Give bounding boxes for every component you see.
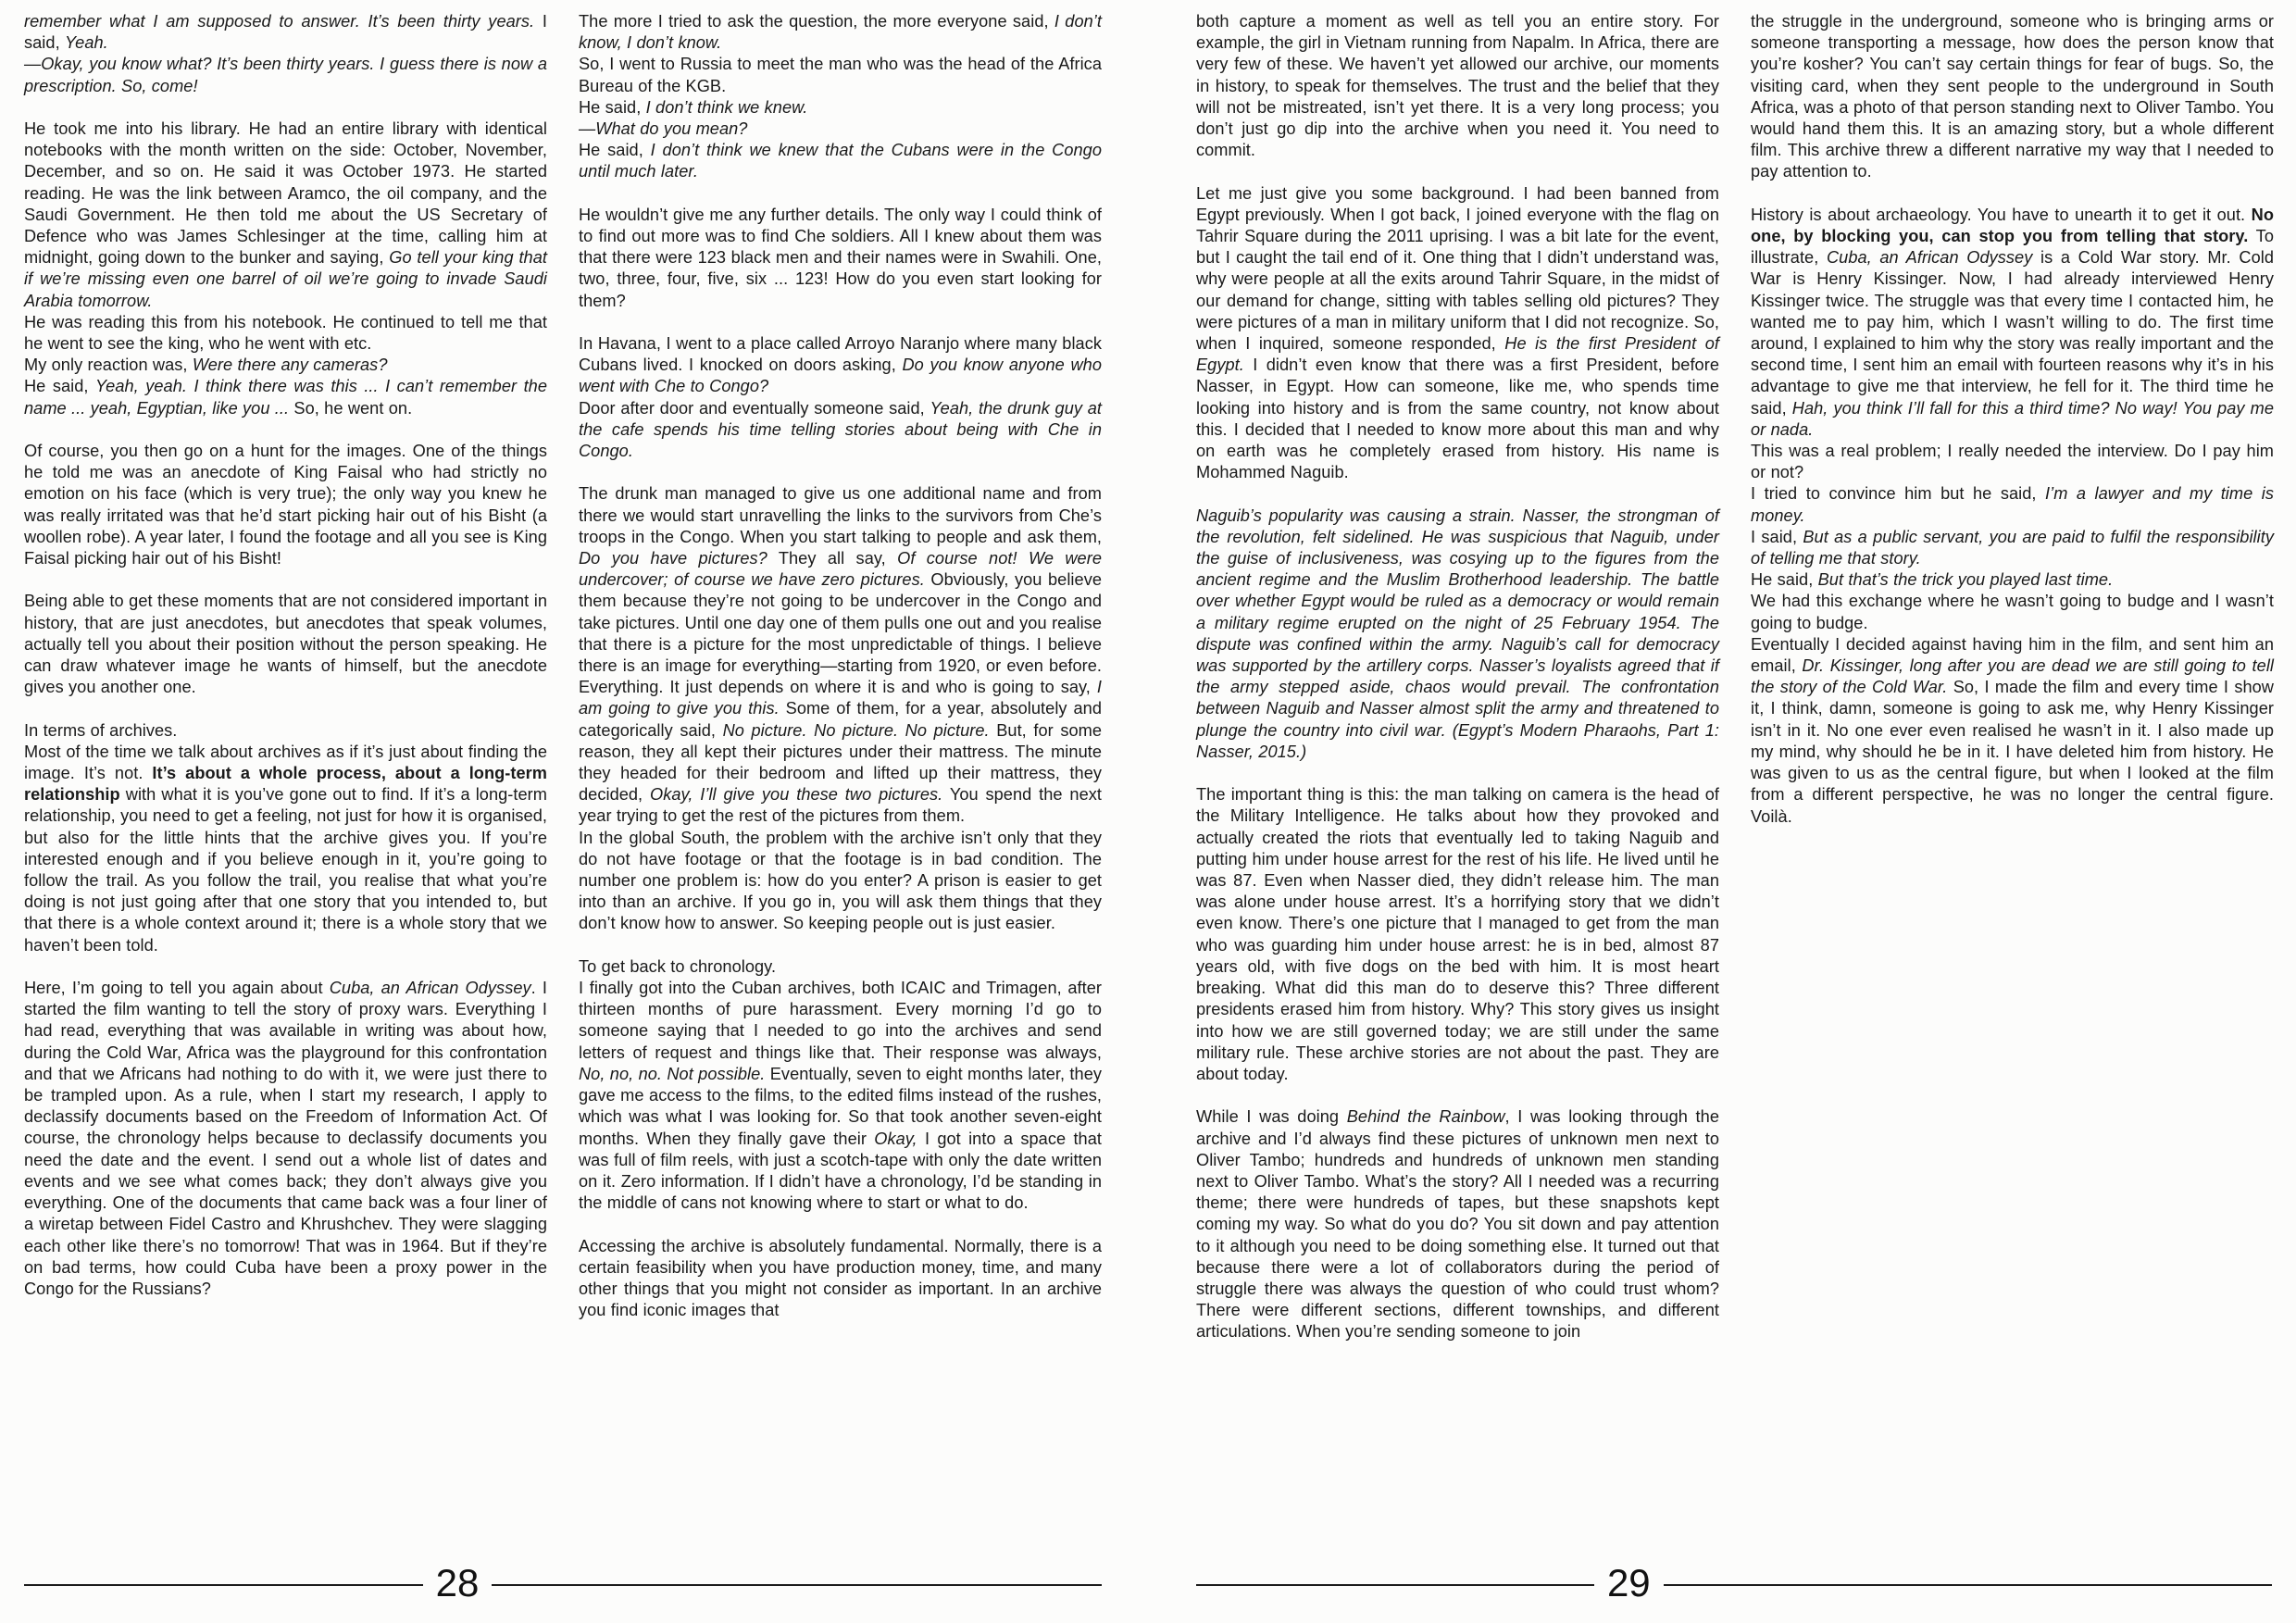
text-run: —Okay, you know what? It’s been thirty years. I guess there is now a prescription. So, come!: [24, 55, 547, 95]
text-run: Some of them, for a year, absolutely and categorically said,: [579, 699, 1102, 740]
text-run: Cuba, an African Odyssey: [329, 979, 531, 998]
text-run: Of course, you then go on a hunt for the images. One of the things he told me was an anecdote of King Faisal who had strictly no emotion on his face (which is very true); the only way you knew he was really irritated was that he’d start picking hair out of his Bisht (a woollen robe). A year later, I found the footage and all you see is King Faisal picking hair out of his Bisht!: [24, 442, 547, 568]
paragraph: [579, 978, 1102, 1214]
paragraph: [24, 355, 547, 376]
paragraph: [1196, 784, 1719, 1085]
text-run: —What do you mean?: [579, 119, 748, 139]
text-run: Cuba, an African Odyssey: [1826, 248, 2033, 268]
paragraph: [579, 483, 1102, 827]
paragraph: [579, 54, 1102, 96]
text-run: No picture. No picture. No picture.: [722, 720, 990, 740]
paragraph: [579, 140, 1102, 182]
text-run: No, no, no. Not possible.: [579, 1064, 766, 1083]
text-run: He wouldn’t give me any further details. The only way I could think of to find out more was to find Che soldiers. All I knew about them was that there were 123 black men and their names were in Swahili. One, two, three, four, five, six ... 123! How do you even start looking for them?: [579, 205, 1102, 310]
text-run: My only reaction was,: [24, 356, 193, 375]
paragraph: [1751, 569, 2274, 591]
text-run: Yeah, yeah. I think there was this ... I can’t remember the name ... yeah, Egyptian, like you ...: [24, 377, 548, 418]
page-28-columns: [24, 11, 1102, 1321]
text-run: You spend the next year trying to get the rest of the pictures from them.: [579, 785, 1103, 826]
text-run: I tried to convince him but he said,: [1751, 484, 2045, 504]
paragraph: [24, 312, 547, 355]
paragraph: [24, 978, 547, 1300]
paragraph: [579, 1236, 1102, 1322]
page-28-footer: [24, 1561, 1102, 1606]
text-run: He was reading this from his notebook. He continued to tell me that he went to see the king, who he went with etc.: [24, 312, 547, 354]
text-run: He took me into his library. He had an entire library with identical notebooks with the month written on the side: October, November, December, and so on. He said it was October 1973. He started reading. He was the link between Aramco, the oil company, and the Saudi Government. He then told me about the US Secretary of Defence who was James Schlesinger at the time, calling him at midnight, going down to the bunker and saying,: [24, 119, 547, 268]
text-run: Were there any cameras?: [192, 356, 388, 375]
paragraph: [579, 956, 1102, 978]
text-run: Here, I’m going to tell you again about: [24, 979, 330, 998]
paragraph: [1751, 205, 2274, 441]
text-run: So, I made the film and every time I show it, I think, damn, someone is going to ask me, why Henry Kissinger isn’t in it. No one ever even realised he wasn’t in it. I also made up my mind, why should he be in it. I have deleted him from history. He was given to us as the central figure, but when I looked at the film from a different perspective, he was no longer the central figure. Voilà.: [1751, 678, 2274, 826]
paragraph: [1196, 506, 1719, 763]
text-run: While I was doing: [1196, 1107, 1347, 1127]
text-run: Yeah.: [64, 33, 108, 53]
text-run: Behind the Rainbow: [1346, 1107, 1505, 1127]
text-run: He said,: [579, 141, 651, 160]
text-run: In the global South, the problem with the archive isn’t only that they do not have footage or that the footage is in bad condition. The number one problem is: how do you enter? A prison is easier to get into than an archive. If you go in, you will ask them things that they don’t know how to answer. So keeping people out is just easier.: [579, 828, 1102, 933]
text-run: I am going to give you this.: [579, 678, 1102, 718]
text-run: No one, by blocking you, can stop you from telling that story.: [1751, 205, 2274, 246]
paragraph: [579, 398, 1102, 463]
paragraph: [24, 376, 547, 418]
text-run: Eventually, seven to eight months later, they gave me access to the films, to the edited films instead of the rushes, which was what I was looking for. So that took another seven-eight months. When they finally gave their: [579, 1064, 1102, 1148]
paragraph: [579, 333, 1102, 398]
text-run: To get back to chronology.: [579, 956, 777, 976]
text-run: He said,: [579, 97, 646, 117]
text-run: I don’t think we knew that the Cubans were in the Congo until much later.: [579, 141, 1102, 181]
text-run: Go tell your king that if we’re missing even one barrel of oil we’re going to invade Saudi Arabia tomorrow.: [24, 248, 547, 310]
paragraph: [579, 828, 1102, 935]
text-run: Okay,: [874, 1129, 917, 1148]
text-run: , I was looking through the archive and I’d always find these pictures of unknown men next to Oliver Tambo; hundreds and hundreds of unknown men standing next to Oliver Tambo. What’s the story? All I needed was a recurring theme; there were hundreds of tapes, but these snapshots kept coming my way. So what do you do? You sit down and pay attention to it although you need to be doing something else. It turned out that because there were a lot of collaborators during the period of struggle there was always the question of who could trust whom? There were different sections, different townships, and different articulations. When you’re sending someone to join: [1196, 1107, 1719, 1342]
text-run: So, I went to Russia to meet the man who was the head of the Africa Bureau of the KGB.: [579, 55, 1102, 95]
text-run: They all say,: [767, 549, 898, 568]
text-run: I finally got into the Cuban archives, both ICAIC and Trimagen, after thirteen months of pure harassment. Every morning I’d go to someone saying that I needed to go into the archives and send letters of request and things like that. Their response was always,: [579, 979, 1102, 1062]
text-run: The more I tried to ask the question, the more everyone said,: [579, 12, 1054, 31]
text-run: But as a public servant, you are paid to fulfil the responsibility of telling me that story.: [1751, 527, 2274, 568]
paragraph: [579, 205, 1102, 312]
text-run: I don’t know, I don’t know.: [579, 12, 1102, 53]
paragraph: [24, 742, 547, 956]
text-run: I don’t think we knew.: [645, 97, 808, 117]
page-number-right: 29: [1606, 1561, 1651, 1604]
text-run: To illustrate,: [1751, 227, 2274, 268]
paragraph: [1751, 634, 2274, 828]
page-number-left: 28: [435, 1561, 480, 1604]
text-run: The important thing is this: the man talking on camera is the head of the Military Intelligence. He talks about how they provoked and actually created the riots that eventually led to taking Naguib and putting him under house arrest for the rest of his life. He lived until he was 87. Even when Nasser died, they didn’t release him. The man was alone under house arrest. It’s a horrifying story that we didn’t even know. There’s one picture that I managed to get from the man who was guarding him under house arrest: he is in bed, almost 87 years old, with five dogs on the bed with him. It is most heart breaking. What did this man do to deserve this? Three different presidents erased him from history. Why? This story gives us insight into how we are still governed today; we are still under the same military rule. These archive stories are not about the past. They are about today.: [1196, 785, 1719, 1083]
text-run: Let me just give you some background. I had been banned from Egypt previously. When I got back, I joined everyone with the flag on Tahrir Square during the 2011 uprising. I was a bit late for the event, but I caught the tail end of it. One thing that I didn’t understand was, why were people at all the exits around Tahrir Square, in the midst of our demand for change, sitting with tables selling old pictures? They were pictures of a man in military uniform that I did not recognize. So, when I inquired, someone responded,: [1196, 183, 1719, 354]
paragraph: [579, 119, 1102, 140]
text-run: But, for some reason, they all kept their pictures under their mattress. The minute they headed for their bedroom and lifted up their mattress, they decided,: [579, 720, 1102, 805]
paragraph: [1751, 527, 2274, 569]
text-run: with what it is you’ve gone out to find. If it’s a long-term relationship, you need to get a feeling, not just for how it is organised, but also for the little hints that the archive gives you. If you’re interested enough and if you believe enough in it, you’re going to follow the trail. As you follow the trail, you realise that what you’re doing is not just going after that one story that you intended to, but that there is a whole context around it; there is a whole story that we haven’t been told.: [24, 785, 547, 955]
text-run: We had this exchange where he wasn’t going to budge and I wasn’t going to budge.: [1751, 592, 2274, 632]
text-run: Naguib’s popularity was causing a strain. Nasser, the strongman of the revolution, felt sidelined. He was suspicious that Naguib, under the guise of inclusiveness, was cosying up to the figures from the ancient regime and the Muslim Brotherhood leadership. The battle over whether Egypt would be ruled as a democracy or would remain a military regime erupted on the night of 25 February 1954. The dispute was confined within the army. Naguib’s call for democracy was supported by the artillery corps. Nasser’s loyalists agreed that if the army stepped aside, chaos would prevail. The confrontation between Naguib and Nasser almost split the army and threatened to plunge the country into civil war. (Egypt’s Modern Pharaohs, Part 1: Nasser, 2015.): [1196, 506, 1719, 761]
paragraph: [1196, 1106, 1719, 1342]
text-run: remember what I am supposed to answer. It’s been thirty years.: [24, 12, 535, 31]
paragraph: [1751, 441, 2274, 483]
page-29: [1148, 0, 2296, 1623]
paragraph: [1751, 591, 2274, 633]
text-run: both capture a moment as well as tell you an entire story. For example, the girl in Vietnam running from Napalm. In Africa, there are very few of these. We haven’t yet allowed our archive, our moments in history, to speak for themselves. The trust and the belief that they will not be mistreated, isn’t yet there. It is a very long process; you don’t just go dip into the archive when you need it. You need to commit.: [1196, 12, 1719, 160]
paragraph: [579, 11, 1102, 54]
page-29-columns: [1196, 11, 2275, 1343]
paragraph: [24, 441, 547, 569]
text-run: I got into a space that was full of film reels, with just a scotch-tape with only the date written on it. Zero information. If I didn’t have a chronology, I’d be standing in the middle of cans not knowing where to start or what to do.: [579, 1129, 1102, 1213]
text-run: Being able to get these moments that are not considered important in history, that are just anecdotes, but anecdotes that speak volumes, actually tell you about their position without the person speaking. He can draw whatever image he wants of himself, but the anecdote gives you another one.: [24, 592, 547, 697]
text-run: He said,: [24, 377, 95, 396]
paragraph: [24, 11, 547, 54]
text-run: Hah, you think I’ll fall for this a third time? No way! You pay me or nada.: [1751, 398, 2274, 439]
text-column-4: [1751, 11, 2274, 1343]
text-run: He is the first President of Egypt.: [1196, 334, 1719, 375]
text-run: In Havana, I went to a place called Arroyo Naranjo where many black Cubans lived. I knocked on doors asking,: [579, 334, 1102, 375]
paragraph: [24, 720, 547, 742]
text-run: This was a real problem; I really needed the interview. Do I pay him or not?: [1751, 442, 2274, 482]
paragraph: [1196, 183, 1719, 484]
paragraph: [1751, 483, 2274, 526]
text-column-3: [1196, 11, 1719, 1343]
text-run: I’m a lawyer and my time is money.: [1751, 484, 2274, 525]
paragraph: [1751, 11, 2274, 183]
text-run: It’s about a whole process, about a long-term relationship: [24, 764, 548, 805]
paragraph: [24, 591, 547, 698]
text-run: Door after door and eventually someone said,: [579, 398, 930, 418]
paragraph: [24, 119, 547, 312]
text-run: But that’s the trick you played last time.: [1817, 570, 2114, 590]
text-run: I said,: [24, 12, 547, 53]
footer-rule-right: [1664, 1584, 2272, 1586]
text-run: Accessing the archive is absolutely fundamental. Normally, there is a certain feasibility when you have production money, time, and many other things that you might not consider as important. In an archive you find iconic images that: [579, 1236, 1102, 1320]
text-column-1: [24, 11, 547, 1321]
text-run: So, he went on.: [289, 398, 413, 418]
text-run: In terms of archives.: [24, 720, 178, 740]
text-run: Dr. Kissinger, long after you are dead we are still going to tell the story of the Cold War.: [1751, 656, 2275, 697]
text-run: Do you know anyone who went with Che to Congo?: [579, 356, 1102, 396]
text-run: Okay, I’ll give you these two pictures.: [650, 785, 943, 805]
footer-rule-left: [1196, 1584, 1594, 1586]
paragraph: [24, 54, 547, 96]
text-run: Obviously, you believe them because they’re not going to be undercover in the Congo and take pictures. Until one day one of them pulls one out and you realise that there is a picture for the most unpredictable of things. I believe there is an image for everything—starting from 1920, or even before. Everything. It just depends on where it is and who is going to say,: [579, 570, 1102, 697]
paragraph: [1196, 11, 1719, 161]
text-run: . I started the film wanting to tell the story of proxy wars. Everything I had read, everything that was available in writing was about how, during the Cold War, Africa was the playground for this confrontation and that we Africans had nothing to do with it, we were just there to be trampled upon. As a rule, when I start my research, I apply to declassify documents based on the Freedom of Information Act. Of course, the chronology helps because to declassify documents you need the date and the event. I send out a whole list of dates and events and we see what comes back; they don’t always give you everything. One of the documents that came back was a four liner of a wiretap between Fidel Castro and Khrushchev. They were slagging each other like there’s no tomorrow! That was in 1964. But if they’re on bad terms, how could Cuba have been a proxy power in the Congo for the Russians?: [24, 979, 548, 1298]
text-run: I didn’t even know that there was a first President, before Nasser, in Egypt. How can someone, like me, who spends time looking into history and is from the same country, not know about this. I decided that I needed to know more about this man and why on earth was he completely erased from history. His name is Mohammed Naguib.: [1196, 356, 1719, 482]
text-run: Eventually I decided against having him in the film, and sent him an email,: [1751, 634, 2274, 676]
paragraph: [579, 97, 1102, 119]
footer-rule-right: [492, 1584, 1102, 1586]
text-run: Most of the time we talk about archives as if it’s just about finding the image. It’s not.: [24, 742, 547, 783]
text-run: the struggle in the underground, someone who is bringing arms or someone transporting a message, how does the person know that you’re kosher? You can’t say certain things for fear of bugs. So, the visiting card, when they sent people to the underground in South Africa, was a photo of that person standing next to Oliver Tambo. You would hand them this. It is an amazing story, but a whole different film. This archive threw a different narrative my way that I needed to pay attention to.: [1751, 12, 2274, 181]
text-run: I said,: [1751, 527, 1803, 546]
text-run: Do you have pictures?: [579, 549, 767, 568]
text-run: History is about archaeology. You have to unearth it to get it out.: [1751, 205, 2252, 224]
text-run: is a Cold War story. Mr. Cold War is Henry Kissinger. Now, I had already interviewed Henry Kissinger twice. The struggle was that every time I contacted him, he wanted me to pay him, which I wasn’t willing to do. The first time around, I explained to him why the story was really important and the second time, I sent him an email with fourteen reasons why it’s in his advantage to give me that interview, he fell for it. The third time he said,: [1751, 248, 2274, 418]
text-run: Yeah, the drunk guy at the cafe spends his time telling stories about being with Che in Congo.: [579, 398, 1102, 461]
text-run: He said,: [1751, 570, 1818, 590]
text-column-2: [579, 11, 1102, 1321]
footer-rule-left: [24, 1584, 423, 1586]
page-29-footer: [1196, 1561, 2272, 1606]
text-run: Of course not! We were undercover; of course we have zero pictures.: [579, 549, 1102, 590]
text-run: The drunk man managed to give us one additional name and from there we would start unravelling the links to the survivors from Che’s troops in the Congo. When you start talking to people and ask them,: [579, 484, 1102, 546]
